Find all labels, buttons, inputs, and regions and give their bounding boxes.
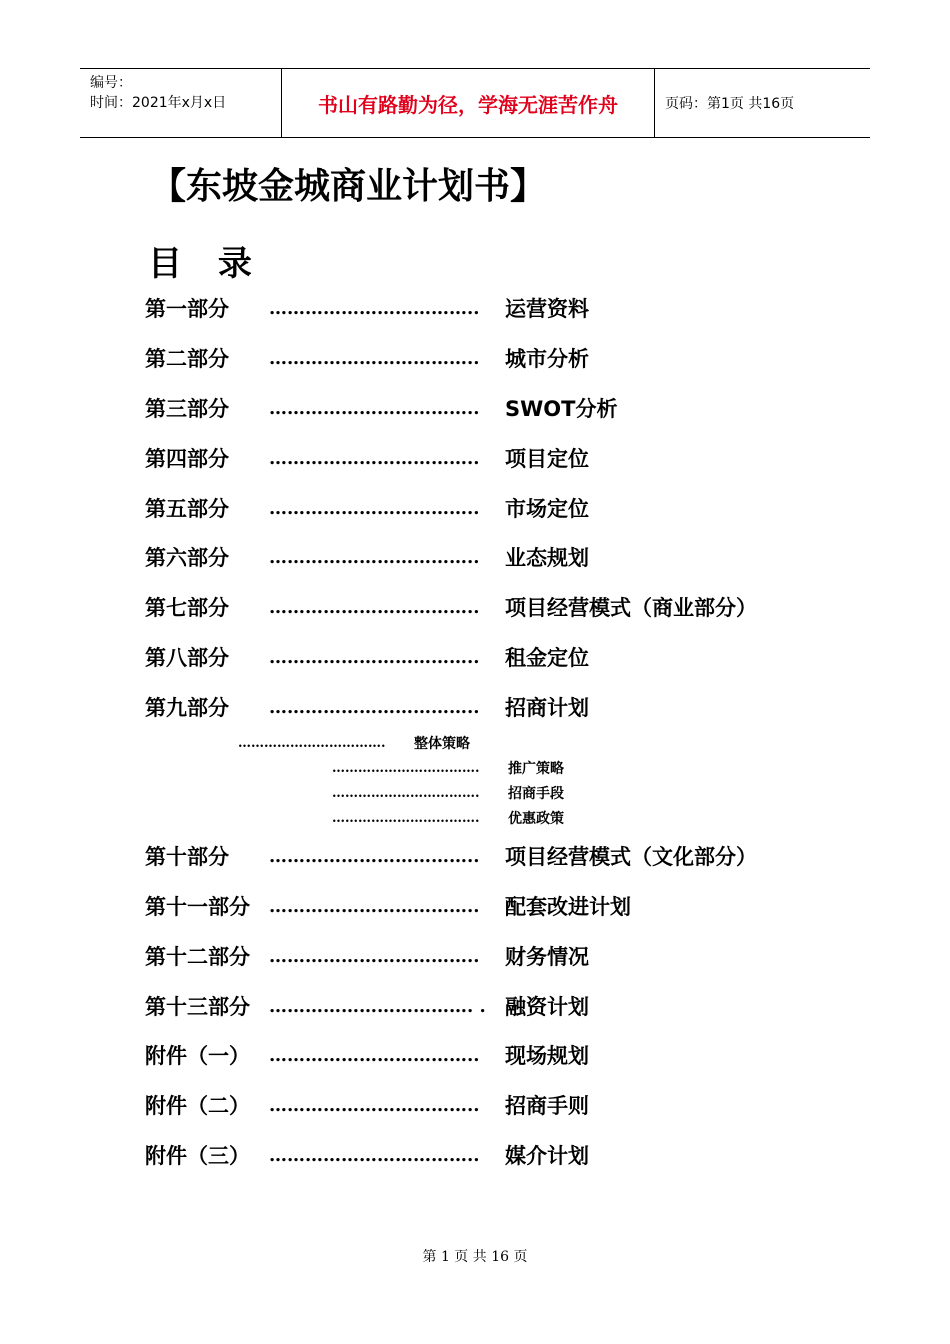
toc-sub-label: 整体策略 <box>414 736 470 752</box>
toc-label: 媒介计划 <box>505 1144 589 1168</box>
toc-entry <box>145 493 589 523</box>
toc-entry <box>145 1140 589 1170</box>
number-label: 编号： <box>90 75 132 91</box>
toc-label: 城市分析 <box>505 347 589 371</box>
toc-entry <box>145 991 589 1021</box>
toc-sub-label: 优惠政策 <box>508 811 564 827</box>
toc-subentry <box>332 807 564 829</box>
toc-subentry <box>332 757 564 779</box>
toc-part: 第二部分 <box>145 347 229 371</box>
toc-sub-dots: ……………………………. <box>238 735 386 751</box>
toc-part: 附件（一） <box>145 1044 250 1068</box>
header-motto: 书山有路勤为径，学海无涯苦作舟 <box>282 69 655 137</box>
toc-heading: 目 录 <box>148 244 264 284</box>
toc-label: 市场定位 <box>505 497 589 521</box>
document-header <box>80 68 870 138</box>
toc-sub-dots: ……………………………. <box>332 760 480 776</box>
toc-part: 第十三部分 <box>145 995 250 1019</box>
toc-sub-label: 推广策略 <box>508 761 564 777</box>
toc-dots: …………………………….. <box>269 1044 480 1066</box>
toc-entry <box>145 293 589 323</box>
toc-entry <box>145 542 589 572</box>
toc-label: 项目定位 <box>505 447 589 471</box>
toc-entry <box>145 592 757 622</box>
page-footer: 第 1 页 共 16 页 <box>422 1249 528 1265</box>
header-meta <box>80 69 282 137</box>
toc-dots: …………………………….. <box>269 646 480 668</box>
toc-sub-label: 招商手段 <box>508 786 564 802</box>
toc-dots: …………………………….. <box>269 397 480 419</box>
toc-label: 融资计划 <box>505 995 589 1019</box>
time-label: 时间：2021年x月x日 <box>90 95 227 111</box>
toc-dots: ……………………………. . <box>269 995 486 1017</box>
toc-sub-dots: ……………………………. <box>332 785 480 801</box>
toc-part: 附件（三） <box>145 1144 250 1168</box>
toc-dots: …………………………….. <box>269 347 480 369</box>
toc-entry <box>145 1090 589 1120</box>
toc-label: 招商手则 <box>505 1094 589 1118</box>
toc-part: 第十部分 <box>145 845 229 869</box>
toc-label: SWOT分析 <box>505 397 618 421</box>
toc-entry <box>145 443 589 473</box>
toc-part: 第六部分 <box>145 546 229 570</box>
toc-label: 项目经营模式（文化部分） <box>505 845 757 869</box>
toc-subentry <box>332 782 564 804</box>
toc-label: 财务情况 <box>505 945 589 969</box>
toc-dots: …………………………….. <box>269 497 480 519</box>
toc-dots: …………………………….. <box>269 596 480 618</box>
toc-entry <box>145 642 589 672</box>
toc-label: 现场规划 <box>505 1044 589 1068</box>
toc-part: 第三部分 <box>145 397 229 421</box>
toc-dots: …………………………….. <box>269 1144 480 1166</box>
toc-sub-dots: ……………………………. <box>332 810 480 826</box>
toc-label: 运营资料 <box>505 297 589 321</box>
toc-label: 项目经营模式（商业部分） <box>505 596 757 620</box>
toc-dots: …………………………….. <box>269 945 480 967</box>
toc-subentry <box>238 732 470 754</box>
toc-entry <box>145 941 589 971</box>
toc-part: 第九部分 <box>145 696 229 720</box>
toc-dots: …………………………….. <box>269 546 480 568</box>
toc-entry <box>145 343 589 373</box>
toc-dots: …………………………….. <box>269 845 480 867</box>
toc-part: 第十一部分 <box>145 895 250 919</box>
toc-part: 第四部分 <box>145 447 229 471</box>
toc-part: 第七部分 <box>145 596 229 620</box>
toc-label: 招商计划 <box>505 696 589 720</box>
toc-entry <box>145 841 757 871</box>
toc-label: 租金定位 <box>505 646 589 670</box>
toc-entry <box>145 692 589 722</box>
toc-part: 附件（二） <box>145 1094 250 1118</box>
toc-part: 第八部分 <box>145 646 229 670</box>
toc-dots: …………………………….. <box>269 895 480 917</box>
toc-entry <box>145 393 617 423</box>
toc-entry <box>145 891 631 921</box>
toc-part: 第五部分 <box>145 497 229 521</box>
toc-entry <box>145 1040 589 1070</box>
toc-part: 第十二部分 <box>145 945 250 969</box>
header-page-info: 页码：第1页 共16页 <box>665 96 795 112</box>
toc-dots: …………………………….. <box>269 1094 480 1116</box>
toc-label: 配套改进计划 <box>505 895 631 919</box>
toc-dots: …………………………….. <box>269 447 480 469</box>
toc-dots: …………………………….. <box>269 297 480 319</box>
toc-dots: …………………………….. <box>269 696 480 718</box>
toc-label: 业态规划 <box>505 546 589 570</box>
toc-part: 第一部分 <box>145 297 229 321</box>
document-title: 【东坡金城商业计划书】 <box>150 166 547 207</box>
